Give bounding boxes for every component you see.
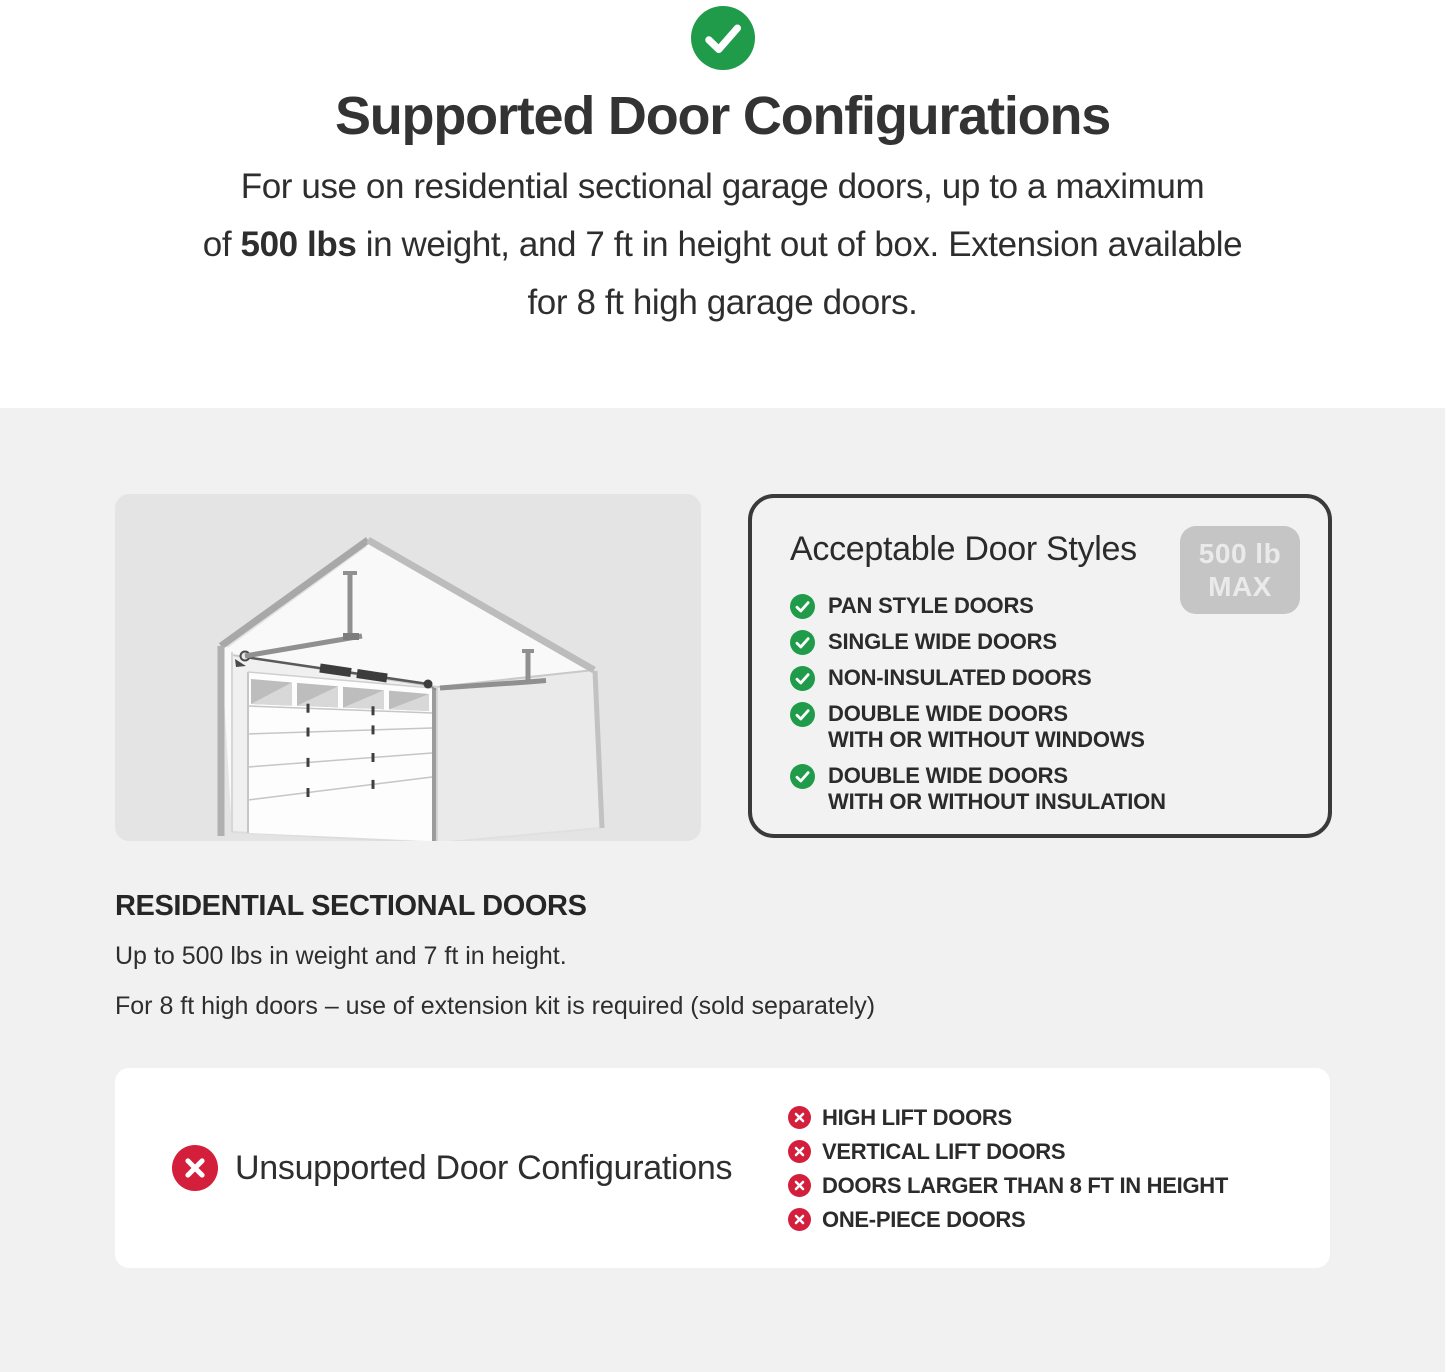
hero-subtitle	[93, 158, 1353, 332]
x-icon	[788, 1106, 811, 1129]
list-item-label: ONE-PIECE DOORS	[822, 1206, 1026, 1232]
check-icon	[790, 594, 815, 619]
list-item	[788, 1173, 1228, 1198]
unsupported-list	[788, 1096, 1228, 1241]
details-section	[0, 408, 1445, 1372]
list-item-label: DOUBLE WIDE DOORS WITH OR WITHOUT INSULATION	[828, 763, 1166, 814]
unsupported-title: Unsupported Door Configurations	[235, 1148, 733, 1187]
check-circle-icon	[691, 6, 755, 70]
residential-line2: For 8 ft high doors – use of extension kit is required (sold separately)	[115, 992, 876, 1020]
residential-block	[115, 890, 1332, 1021]
garage-illustration	[115, 494, 701, 841]
list-item	[790, 629, 1298, 655]
check-icon	[790, 702, 815, 727]
x-circle-icon	[172, 1145, 218, 1191]
list-item-label: DOORS LARGER THAN 8 FT IN HEIGHT	[822, 1172, 1228, 1198]
top-row	[115, 494, 1332, 841]
list-item	[790, 763, 1298, 815]
check-icon	[790, 666, 815, 691]
unsupported-panel	[115, 1068, 1330, 1268]
weight-badge-line2: MAX	[1208, 571, 1272, 602]
list-item	[788, 1207, 1228, 1232]
subtitle-line-1: For use on residential sectional garage doors, up to a maximum	[240, 167, 1205, 207]
unsupported-title-group	[172, 1145, 732, 1191]
residential-heading: RESIDENTIAL SECTIONAL DOORS	[115, 890, 587, 922]
list-item-label: SINGLE WIDE DOORS	[828, 629, 1057, 654]
list-item-label: VERTICAL LIFT DOORS	[822, 1138, 1066, 1164]
acceptable-list	[790, 593, 1298, 815]
list-item-label: PAN STYLE DOORS	[828, 593, 1034, 618]
list-item-label: NON-INSULATED DOORS	[828, 665, 1092, 690]
list-item	[788, 1105, 1228, 1130]
weight-limit-badge	[1180, 526, 1300, 614]
residential-line1: Up to 500 lbs in weight and 7 ft in height.	[115, 942, 567, 970]
x-icon	[788, 1174, 811, 1197]
x-icon	[788, 1140, 811, 1163]
list-item-sublabel: WITH OR WITHOUT WINDOWS	[828, 727, 1145, 752]
weight-limit-text: 500 lbs	[240, 225, 357, 265]
list-item-label: HIGH LIFT DOORS	[822, 1104, 1012, 1130]
list-item-label: DOUBLE WIDE DOORS WITH OR WITHOUT WINDOWS	[828, 701, 1145, 752]
weight-badge-line1: 500 lb	[1198, 538, 1282, 569]
check-icon	[790, 630, 815, 655]
garage-diagram-drawing	[115, 494, 701, 841]
acceptable-title: Acceptable Door Styles	[790, 530, 1137, 568]
check-icon	[790, 764, 815, 789]
page-title: Supported Door Configurations	[334, 86, 1111, 146]
list-item-sublabel: WITH OR WITHOUT INSULATION	[828, 789, 1166, 814]
list-item	[788, 1139, 1228, 1164]
x-icon	[788, 1208, 811, 1231]
list-item	[790, 665, 1298, 691]
acceptable-door-styles-panel	[748, 494, 1332, 838]
hero-section	[0, 6, 1445, 408]
list-item	[790, 701, 1298, 753]
subtitle-line-2: of 500 lbs in weight, and 7 ft in height out of box. Extension available	[202, 225, 1243, 265]
subtitle-line-3: for 8 ft high garage doors.	[527, 283, 918, 323]
